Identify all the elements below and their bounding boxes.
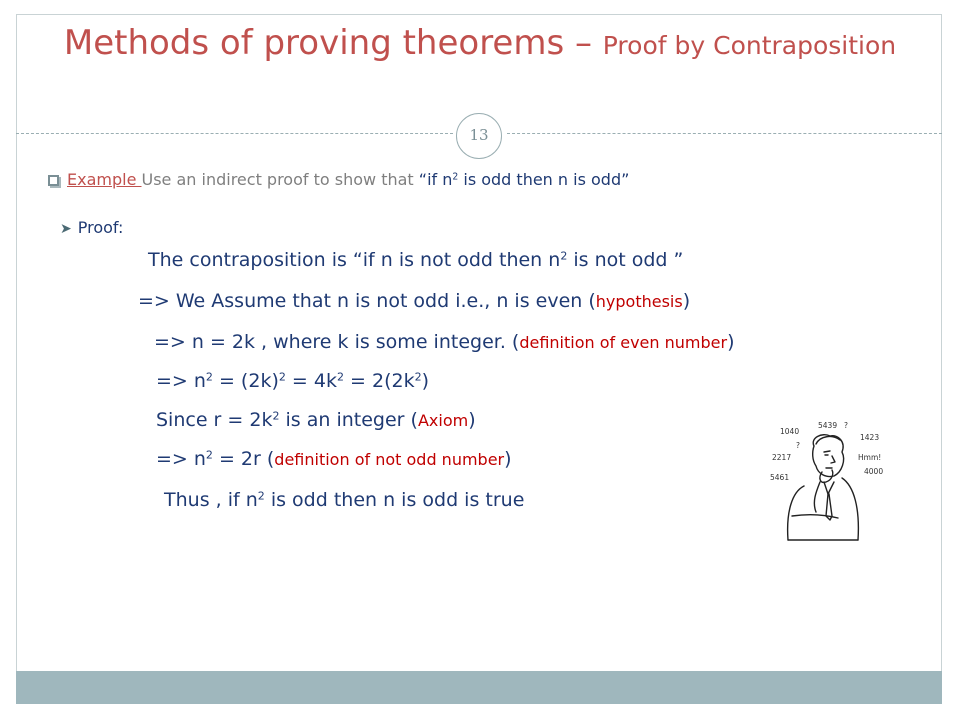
proof-heading xyxy=(60,218,123,237)
number-2217: 2217 xyxy=(772,453,792,462)
thinking-man-illustration xyxy=(762,416,902,544)
slide-title xyxy=(20,18,940,74)
question-mark-1: ? xyxy=(844,421,848,430)
number-1040: 1040 xyxy=(780,427,800,436)
note-even-definition: definition of even number xyxy=(519,333,728,352)
step-conclusion: Thus , if $n^2$ is odd then n is odd is true xyxy=(164,489,525,511)
number-4000: 4000 xyxy=(864,467,884,476)
slide-number: 13 xyxy=(456,113,502,159)
number-5461: 5461 xyxy=(770,473,790,482)
number-5439: 5439 xyxy=(818,421,838,430)
note-axiom: Axiom xyxy=(417,411,469,430)
arrow-bullet-icon: ➤ xyxy=(60,221,72,237)
step-integer: Since $r = 2k^2$ is an integer (Axiom) xyxy=(156,409,476,431)
step-define-n: => n = 2k , where k is some integer. (definition of even number) xyxy=(154,331,735,353)
note-hypothesis: hypothesis xyxy=(595,292,683,311)
square-bullet-icon xyxy=(48,175,59,186)
footer-band xyxy=(16,671,942,704)
word-hmm: Hmm! xyxy=(858,453,882,462)
example-label: Example xyxy=(67,170,142,189)
header-divider-left xyxy=(16,133,453,134)
example-quote: “if $n^2$ is odd then n is odd” xyxy=(418,170,630,189)
number-1423: 1423 xyxy=(860,433,880,442)
note-not-odd-definition: definition of not odd number xyxy=(274,450,505,469)
proof-label: Proof: xyxy=(77,218,124,237)
step-square: => $n^2 = (2k)^2 = 4k^2 = 2(2k^2)$ xyxy=(156,370,430,392)
header-divider-right xyxy=(507,133,942,134)
step-not-odd: => $n^2 = 2r$ (definition of not odd number) xyxy=(156,448,512,470)
example-line xyxy=(48,170,629,189)
step-contraposition: The contraposition is “if n is not odd then $n^2$ is not odd ” xyxy=(148,249,684,271)
title-main: Methods of proving theorems – xyxy=(63,23,603,63)
question-mark-2: ? xyxy=(796,441,800,450)
example-text: Use an indirect proof to show that xyxy=(141,170,419,189)
step-assume: => We Assume that n is not odd i.e., n is even (hypothesis) xyxy=(138,290,691,312)
title-sub: Proof by Contraposition xyxy=(602,31,897,60)
